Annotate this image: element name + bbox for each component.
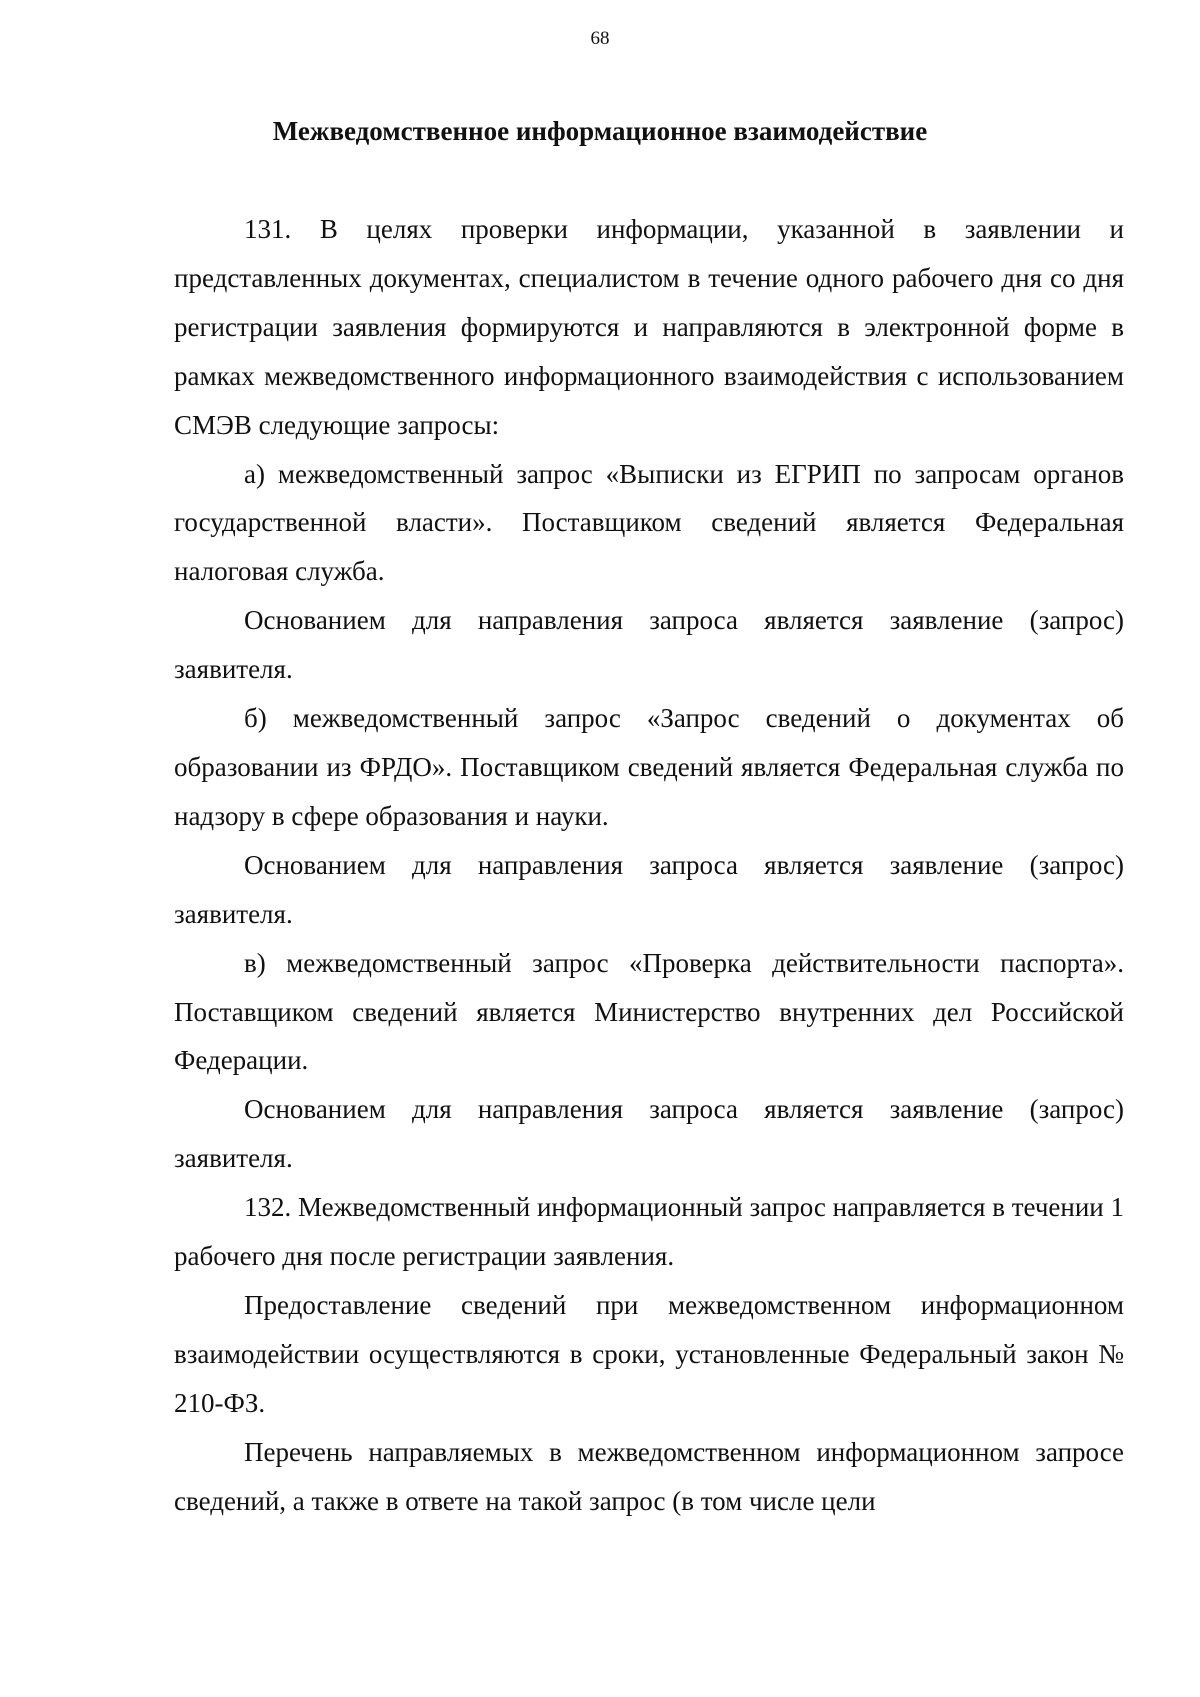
section-title: Межведомственное информационное взаимодействие — [272, 116, 928, 146]
paragraph-131-b: б) межведомственный запрос «Запрос сведений о документах об образовании из ФРДО». Поставщиком сведений является Федеральная служба по надзору в сфере образования и науки. — [174, 703, 1124, 831]
paragraph-basis-b: Основанием для направления запроса является заявление (запрос) заявителя. — [174, 849, 1124, 929]
paragraph-list: Перечень направляемых в межведомственном информационном запросе сведений, а также в ответе на такой запрос (в том числе цели — [174, 1436, 1124, 1516]
paragraph-132: 132. Межведомственный информационный запрос направляется в течении 1 рабочего дня после регистрации заявления. — [174, 1192, 1124, 1272]
paragraph-131: 131. В целях проверки информации, указанной в заявлении и представленных документах, специалистом в течение одного рабочего дня со дня регистрации заявления формируются и направляются в электронной форме в рамках межведомственного информационного взаимодействия с использованием СМЭВ следующие запросы: — [174, 214, 1124, 440]
paragraph-basis-a: Основанием для направления запроса является заявление (запрос) заявителя. — [174, 605, 1124, 685]
paragraph-deadlines: Предоставление сведений при межведомственном информационном взаимодействии осуществляются в сроки, установленные Федеральный закон № 210-ФЗ. — [174, 1289, 1124, 1418]
paragraph-basis-v: Основанием для направления запроса является заявление (запрос) заявителя. — [174, 1094, 1124, 1174]
page-number: 68 — [590, 28, 610, 49]
paragraph-131-a: а) межведомственный запрос «Выписки из ЕГРИП по запросам органов государственной власти». Поставщиком сведений является Федеральная налоговая служба. — [174, 458, 1124, 587]
paragraph-131-v: в) межведомственный запрос «Проверка действительности паспорта». Поставщиком сведений является Министерство внутренних дел Российской Федерации. — [174, 947, 1124, 1076]
document-body — [174, 205, 1124, 1525]
